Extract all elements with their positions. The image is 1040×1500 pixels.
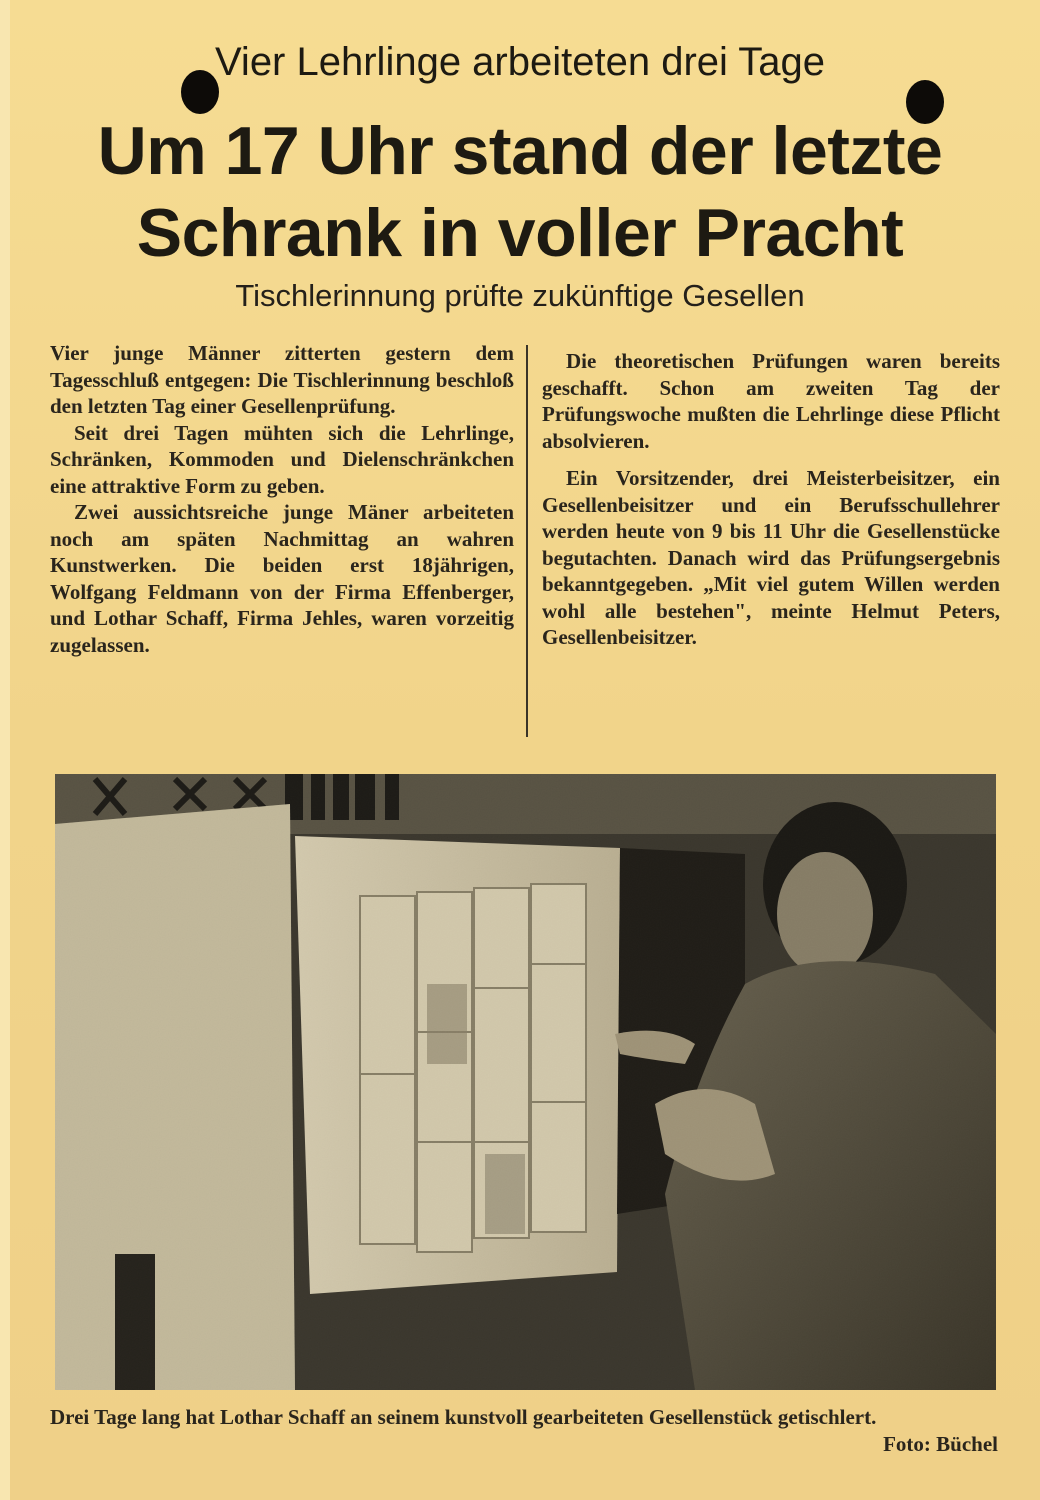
photo-cabinet-apprentice — [55, 774, 996, 1390]
paragraph: Seit drei Tagen mühten sich die Lehrlinge, Schränken, Kommoden und Dielenschränkchen eine attraktive Form zu geben. — [50, 420, 514, 498]
headline-line-1: Um 17 Uhr stand der letzte — [97, 113, 943, 189]
photo-credit: Foto: Büchel — [883, 1432, 998, 1456]
photo-caption — [50, 1404, 998, 1456]
paper-edge — [0, 0, 10, 1500]
column-divider — [526, 345, 528, 737]
paragraph: Zwei aussichtsreiche junge Mäner arbeiteten noch am späten Nachmittag an wahren Kunstwerken. Die beiden erst 18jährigen, Wolfgang Feldmann von der Firma Effenberger, und Lothar Schaff, Firma Jehles, waren vorzeitig zugelassen. — [50, 500, 514, 657]
article-column-left — [50, 340, 514, 658]
paragraph: Ein Vorsitzender, drei Meisterbeisitzer, ein Gesellenbeisitzer und ein Berufsschullehrer werden heute von 9 bis 11 Uhr die Gesellenstücke begutachten. Danach wird das Prüfungsergebnis bekanntgegeben. „Mit viel gutem Willen werden wohl alle bestehen", meinte Helmut Peters, Gesellenbeisitzer. — [542, 466, 1000, 649]
caption-text: Drei Tage lang hat Lothar Schaff an seinem kunstvoll gearbeiteten Gesellenstück getischlert. — [50, 1405, 877, 1429]
article-column-right — [542, 348, 1000, 651]
news-photo — [55, 774, 996, 1390]
punch-hole-left — [181, 70, 219, 114]
headline — [30, 110, 1010, 274]
headline-line-2: Schrank in voller Pracht — [136, 195, 904, 271]
paragraph: Vier junge Männer zitterten gestern dem Tagesschluß entgegen: Die Tischlerinnung beschloß den letzten Tag einer Gesellenprüfung. — [50, 341, 514, 418]
subheadline: Tischlerinnung prüfte zukünftige Gesellen — [235, 278, 805, 313]
overline: Vier Lehrlinge arbeiteten drei Tage — [214, 40, 826, 84]
paragraph: Die theoretischen Prüfungen waren bereits geschafft. Schon am zweiten Tag der Prüfungswoche mußten die Lehrlinge diese Pflicht absolvieren. — [542, 349, 1000, 453]
